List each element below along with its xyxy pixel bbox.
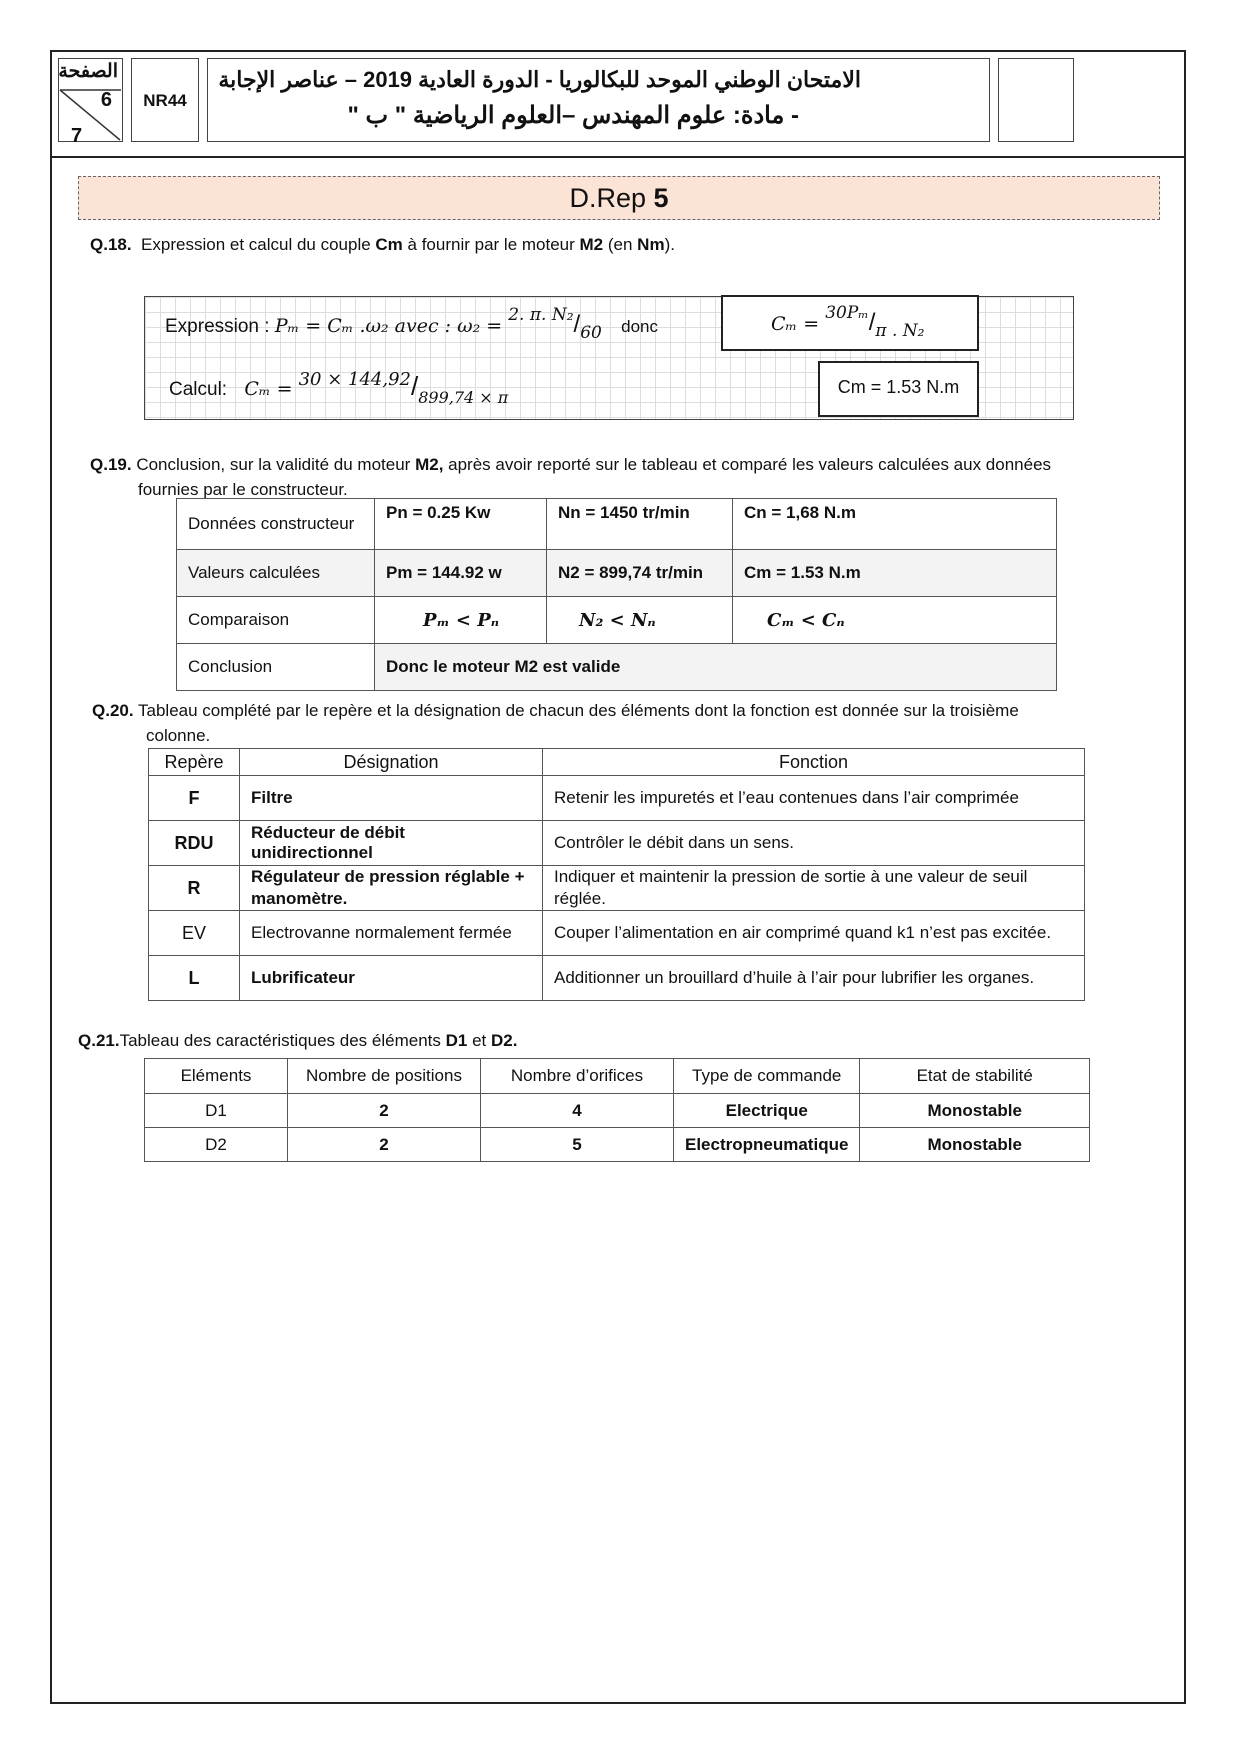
calcul-denominator: 899,74 × π	[418, 388, 509, 407]
q18-part: Expression et calcul du couple	[141, 235, 376, 254]
page-number: 6	[100, 89, 112, 111]
table-cell: Cm = 1.53 N.m	[733, 550, 1057, 597]
calcul-numerator: 30 × 144,92	[298, 369, 411, 390]
column-header: Nombre d’orifices	[481, 1059, 674, 1094]
q19-text	[90, 452, 1160, 502]
exam-code: NR44	[143, 91, 187, 110]
q18-bold: Nm	[637, 235, 665, 254]
column-header: Etat de stabilité	[860, 1059, 1090, 1094]
expression-label: Expression :	[165, 316, 275, 337]
table-row	[149, 911, 1085, 956]
table-cell: N2 = 899,74 tr/min	[547, 550, 733, 597]
table-row	[149, 776, 1085, 821]
table-cell: Cn = 1,68 N.m	[733, 499, 1057, 550]
donc-word: donc	[621, 317, 658, 336]
cm-formula-denominator: π . N₂	[875, 321, 925, 341]
table-row	[149, 956, 1085, 1001]
column-header: Repère	[149, 749, 240, 776]
section-banner	[78, 176, 1160, 220]
q18-text	[90, 232, 675, 257]
fonction-cell: Couper l’alimentation en air comprimé quand k1 n’est pas excitée.	[543, 911, 1085, 956]
q20-line2: colonne.	[146, 726, 211, 745]
q18-number: Q.18.	[90, 235, 132, 254]
table-cell: Monostable	[860, 1128, 1090, 1162]
cm-formula-left: Cₘ =	[771, 313, 826, 335]
page-frame	[50, 50, 1186, 1704]
q21-number: Q.21.	[78, 1031, 120, 1050]
table-row	[149, 821, 1085, 866]
subject-title: - مادة: علوم المهندس –العلوم الرياضية " ب "	[347, 102, 799, 129]
table-row	[145, 1128, 1090, 1162]
q21-text	[78, 1028, 517, 1053]
table-cell: Cₘ < Cₙ	[733, 597, 1057, 644]
page-number-box	[58, 58, 123, 147]
designation-cell: Electrovanne normalement fermée	[240, 911, 543, 956]
blank-box	[998, 58, 1074, 142]
repere-cell: L	[149, 956, 240, 1001]
column-header: Désignation	[240, 749, 543, 776]
q20-text	[92, 698, 1162, 748]
designation-cell: Réducteur de débit unidirectionnel	[240, 821, 543, 866]
page-label: الصفحة	[58, 61, 118, 82]
omega-numerator: 2. π. N₂	[508, 305, 574, 325]
designation-cell: Filtre	[240, 776, 543, 821]
exam-code-box	[131, 58, 199, 142]
table-cell: Pₘ < Pₙ	[375, 597, 547, 644]
q20-number: Q.20.	[92, 701, 134, 720]
q18-part: (en	[603, 235, 638, 254]
column-header: Nombre de positions	[288, 1059, 481, 1094]
q18-part: ).	[664, 235, 675, 254]
row-label: Valeurs calculées	[177, 550, 375, 597]
table-row	[177, 550, 1057, 597]
repere-cell: R	[149, 866, 240, 911]
q18-bold: Cm	[375, 235, 403, 254]
q21-part: et	[467, 1031, 491, 1050]
column-header: Type de commande	[674, 1059, 860, 1094]
q18-bold: M2	[579, 235, 604, 254]
section-prefix: D.Rep	[569, 183, 654, 213]
exam-title: الامتحان الوطني الموحد للبكالوريا - الدورة العادية 2019 – عناصر الإجابة	[218, 67, 861, 92]
designation-cell: Régulateur de pression réglable + manomètre.	[240, 866, 543, 911]
table-cell: 2	[288, 1128, 481, 1162]
row-label: Conclusion	[177, 644, 375, 691]
result-value: Cm = 1.53 N.m	[837, 377, 960, 397]
table-cell: Monostable	[860, 1094, 1090, 1128]
table-cell: Nn = 1450 tr/min	[547, 499, 733, 550]
q19-line2: fournies par le constructeur.	[138, 480, 348, 499]
fonction-cell: Additionner un brouillard d’huile à l’air pour lubrifier les organes.	[543, 956, 1085, 1001]
cm-formula-box: Cₘ = 30Pₘ/π . N₂	[721, 295, 979, 351]
fonction-cell: Contrôler le débit dans un sens.	[543, 821, 1085, 866]
table-cell: D2	[145, 1128, 288, 1162]
q20-table	[148, 748, 1085, 1001]
row-label: Comparaison	[177, 597, 375, 644]
designation-cell: Lubrificateur	[240, 956, 543, 1001]
table-row	[149, 866, 1085, 911]
column-header: Fonction	[543, 749, 1085, 776]
column-header: Eléments	[145, 1059, 288, 1094]
table-cell: D1	[145, 1094, 288, 1128]
section-number: 5	[653, 183, 669, 213]
page-total: 7	[71, 125, 83, 147]
q18-part: à fournir par le moteur	[402, 235, 580, 254]
table-cell: Electropneumatique	[674, 1128, 860, 1162]
table-header-row	[145, 1059, 1090, 1094]
repere-cell: RDU	[149, 821, 240, 866]
table-cell: 4	[481, 1094, 674, 1128]
omega-denominator: 60	[580, 323, 602, 343]
q19-table	[176, 498, 1057, 691]
table-cell: N₂ < Nₙ	[547, 597, 733, 644]
table-cell: Donc le moteur M2 est valide	[375, 644, 1057, 691]
expression-line: Expression : Pₘ = Cₘ .ω₂ avec : ω₂ = 2. π. N₂/60 donc	[165, 305, 658, 343]
calcul-line: Calcul: $C_m = 30 \times 144,92/_{899,74 \times \pi}$	[169, 369, 509, 407]
table-row	[177, 499, 1057, 550]
calcul-left: Cₘ =	[244, 378, 299, 400]
expression-math: Pₘ = Cₘ .ω₂ avec : ω₂ =	[274, 315, 509, 337]
row-label: Données constructeur	[177, 499, 375, 550]
table-row	[177, 597, 1057, 644]
q20-part: Tableau complété par le repère et la désignation de chacun des éléments dont la fonction est donnée sur la troisième	[133, 701, 1019, 720]
q21-bold: D1	[445, 1031, 468, 1050]
table-cell: Electrique	[674, 1094, 860, 1128]
q19-number: Q.19.	[90, 455, 132, 474]
q18-answer-grid	[144, 296, 1074, 420]
result-box	[818, 361, 979, 417]
q19-part: après avoir reporté sur le tableau et comparé les valeurs calculées aux données	[443, 455, 1052, 474]
fonction-cell: Indiquer et maintenir la pression de sortie à une valeur de seuil réglée.	[543, 866, 1085, 911]
table-row	[145, 1094, 1090, 1128]
fonction-cell: Retenir les impuretés et l’eau contenues dans l’air comprimée	[543, 776, 1085, 821]
table-cell: 2	[288, 1094, 481, 1128]
q21-part: Tableau des caractéristiques des éléments	[119, 1031, 446, 1050]
repere-cell: EV	[149, 911, 240, 956]
q21-bold: D2.	[490, 1031, 518, 1050]
table-cell: Pn = 0.25 Kw	[375, 499, 547, 550]
q21-table	[144, 1058, 1090, 1162]
repere-cell: F	[149, 776, 240, 821]
table-header-row	[149, 749, 1085, 776]
q19-bold: M2,	[415, 455, 444, 474]
calcul-label: Calcul:	[169, 379, 228, 400]
q19-part: Conclusion, sur la validité du moteur	[131, 455, 416, 474]
table-row	[177, 644, 1057, 691]
title-box	[207, 58, 990, 142]
table-cell: Pm = 144.92 w	[375, 550, 547, 597]
page-header	[52, 52, 1184, 158]
table-cell: 5	[481, 1128, 674, 1162]
cm-formula-numerator: 30Pₘ	[825, 303, 869, 323]
